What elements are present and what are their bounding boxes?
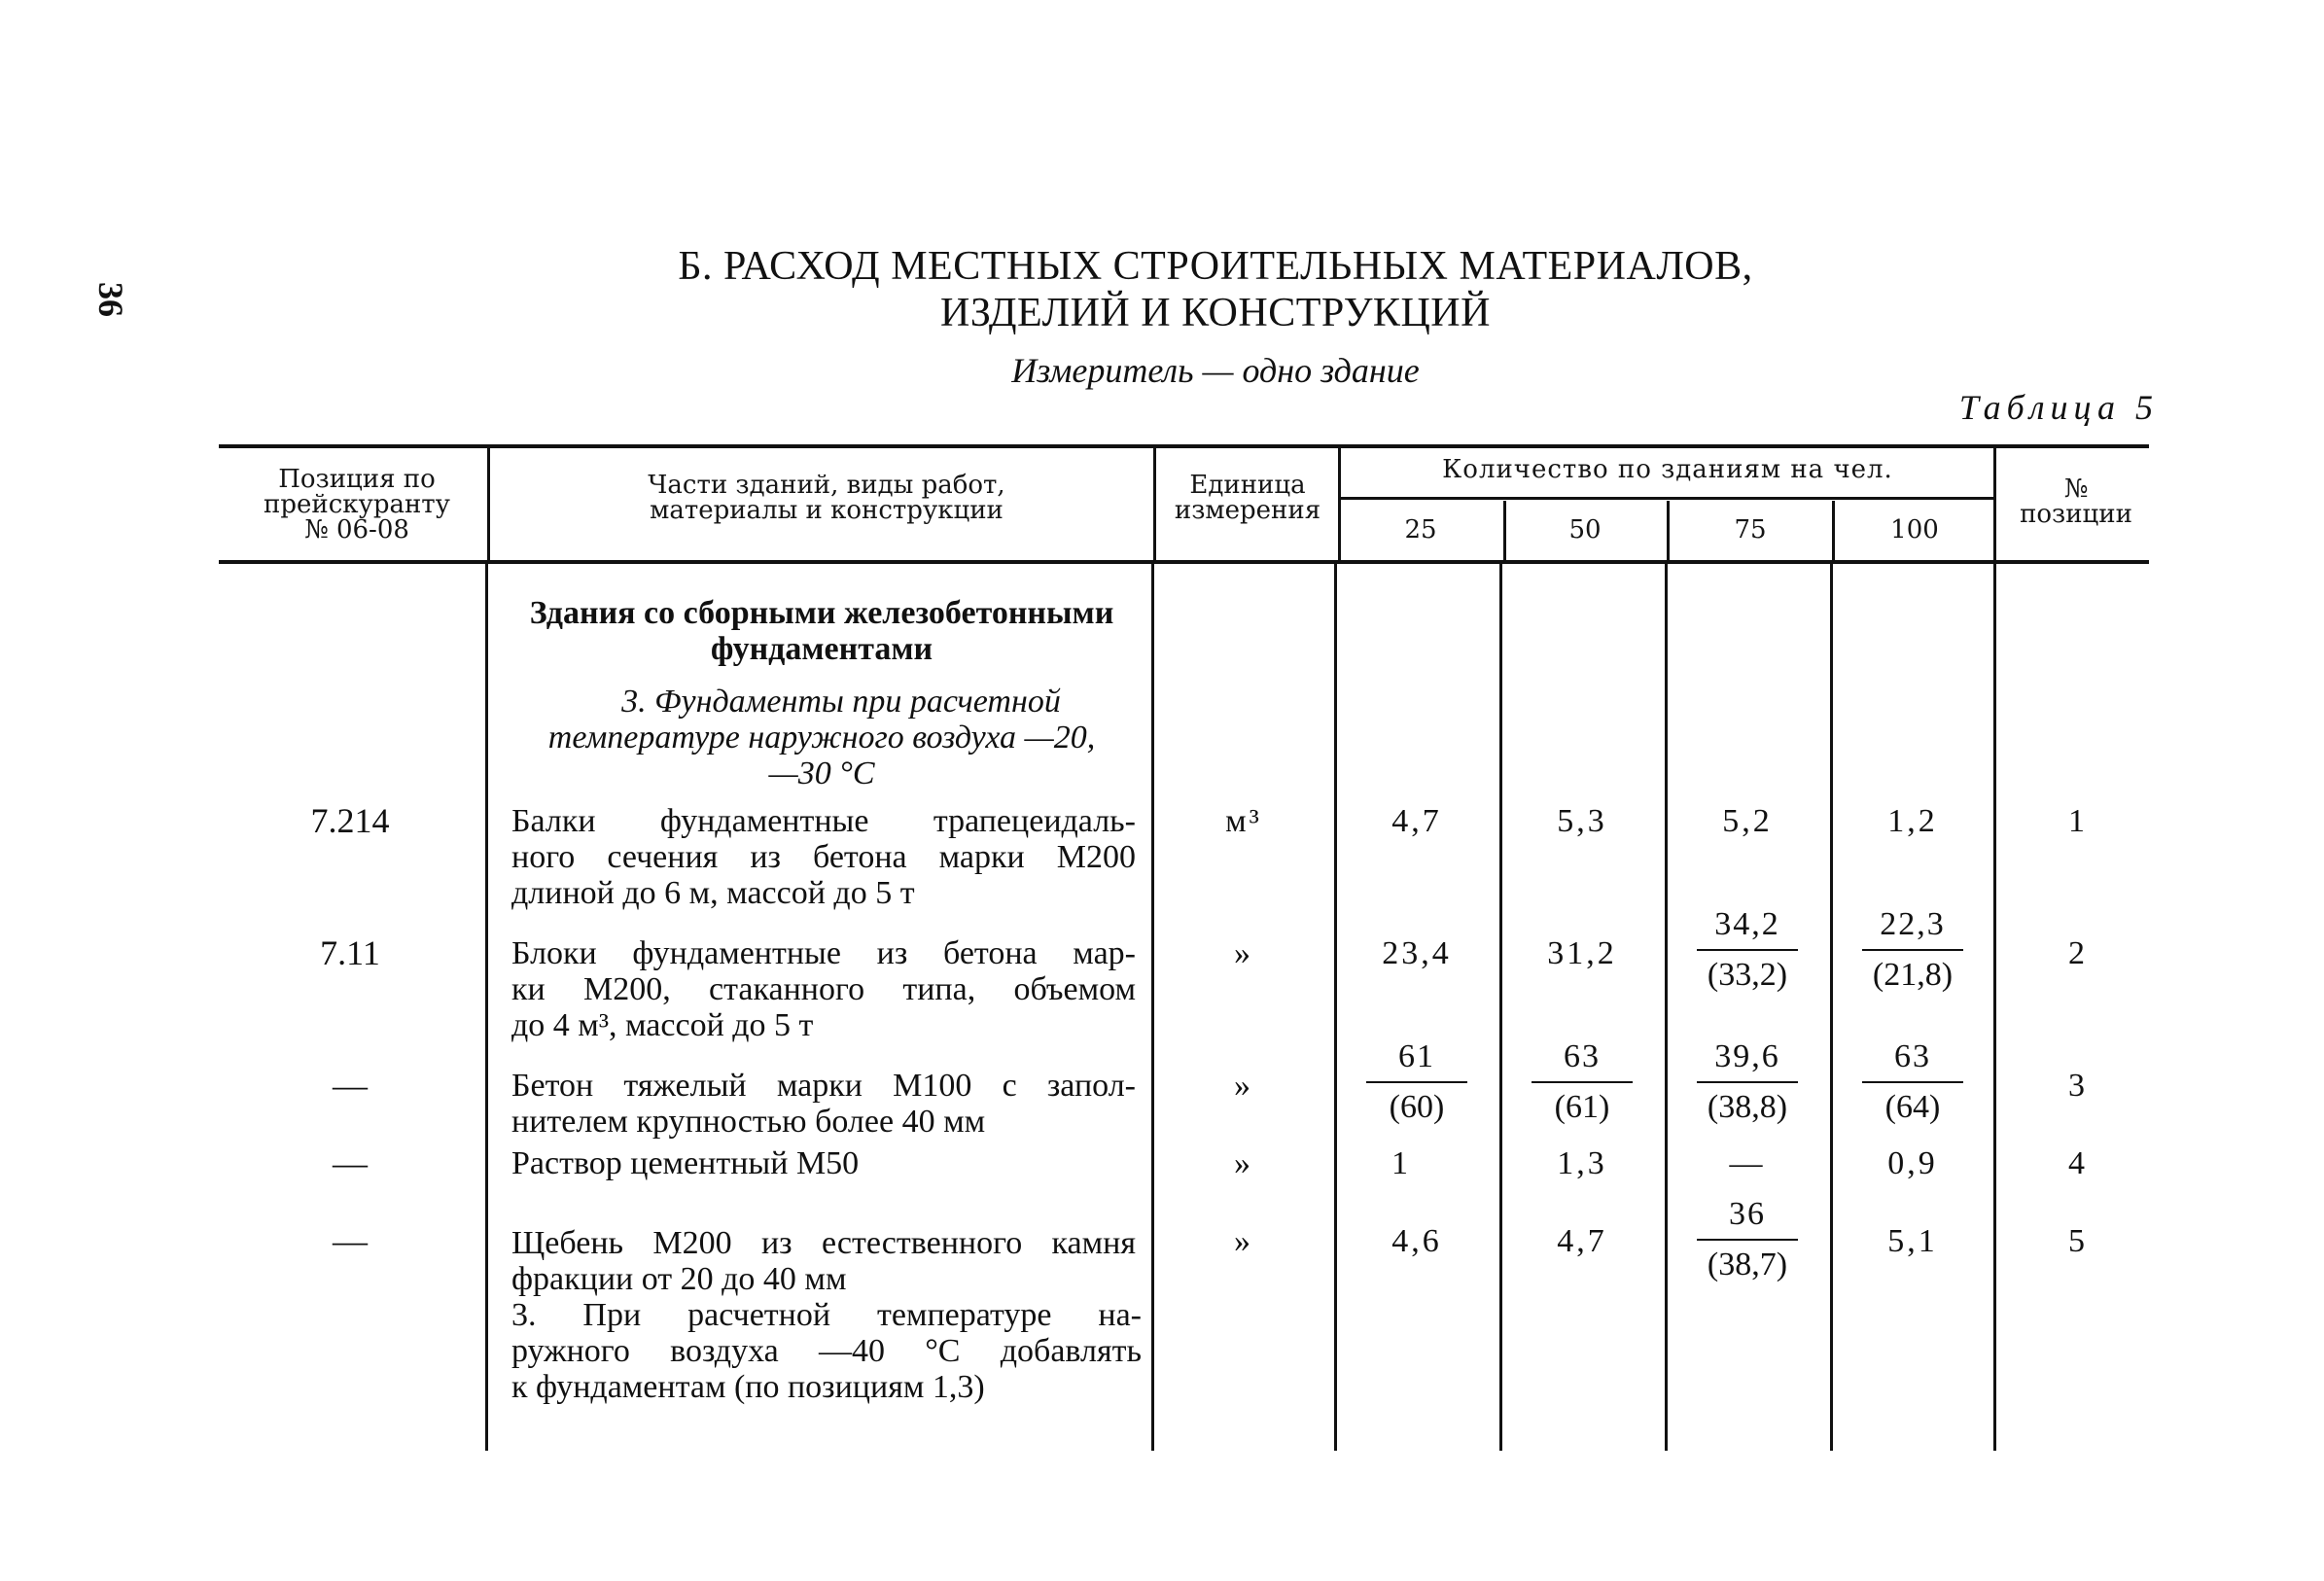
header-qty-100: 100	[1890, 515, 1939, 545]
divider-75-100	[1830, 564, 1833, 1451]
qty-75-value: 39,6	[1714, 1038, 1780, 1074]
desc-line: фракции от 20 до 40 мм	[511, 1261, 847, 1297]
qty-50: 5,3	[1557, 803, 1607, 839]
table-caption: Таблица 5	[1958, 388, 2159, 427]
note-line: 3. При расчетной температуре на-	[511, 1297, 1142, 1333]
subsection-line-3: —30 °С	[768, 755, 875, 791]
qty-50: 4,7	[1557, 1223, 1607, 1259]
section-title: Здания со сборными железобетонными фундаментами	[529, 595, 1114, 667]
note-line: ружного воздуха —40 °С добавлять	[511, 1333, 1142, 1369]
row-unit: »	[1234, 1068, 1253, 1104]
qty-50-alt: (61)	[1554, 1089, 1610, 1125]
qty-75-value: 34,2	[1714, 906, 1780, 942]
divider-pos-parts	[485, 564, 488, 1451]
row-number: 3	[2068, 1068, 2088, 1104]
page-number: 36	[91, 282, 130, 317]
qty-100-fraction	[1840, 906, 1986, 994]
header-qty-75: 75	[1734, 515, 1767, 545]
row-number: 4	[2068, 1145, 2088, 1181]
divider-pos-parts-header	[487, 446, 490, 562]
divider-parts-unit-header	[1153, 446, 1156, 562]
qty-75-alt: (38,7)	[1707, 1247, 1788, 1282]
quantity-header-rule	[1340, 497, 1993, 500]
row-description	[511, 803, 1136, 911]
desc-line: до 4 м³, массой до 5 т	[511, 1007, 814, 1043]
qty-75-fraction	[1674, 1038, 1820, 1126]
header-bottom-rule	[219, 560, 2149, 564]
subsection-line-1: 3. Фундаменты при расчетной	[621, 684, 1061, 720]
row-number: 1	[2068, 803, 2088, 839]
page-title	[583, 243, 1848, 336]
fraction-bar	[1697, 1081, 1798, 1083]
row-unit: м³	[1225, 803, 1262, 839]
qty-50-fraction	[1509, 1038, 1655, 1126]
fraction-bar	[1862, 949, 1963, 951]
qty-25: 1	[1391, 1145, 1411, 1181]
row-position: —	[333, 1143, 368, 1182]
row-unit: »	[1234, 1223, 1253, 1259]
qty-75-alt: (38,8)	[1707, 1089, 1788, 1125]
qty-100-alt: (64)	[1884, 1089, 1941, 1125]
qty-100: 1,2	[1887, 803, 1938, 839]
qty-100: 5,1	[1887, 1223, 1938, 1259]
qty-100: 0,9	[1887, 1145, 1938, 1181]
desc-line: Раствор цементный М50	[511, 1145, 860, 1181]
note-line: к фундаментам (по позициям 1,3)	[511, 1369, 985, 1405]
row-description	[511, 1145, 1136, 1181]
divider-50-75	[1665, 564, 1668, 1451]
desc-line: нителем крупностью более 40 мм	[511, 1104, 986, 1140]
divider-unit-qty	[1334, 564, 1337, 1451]
desc-line: ки М200, стаканного типа, объемом	[511, 971, 1136, 1007]
qty-100-value: 22,3	[1880, 906, 1946, 942]
row-position: 7.11	[320, 933, 380, 972]
qty-75: —	[1729, 1145, 1766, 1181]
qty-75: 5,2	[1722, 803, 1773, 839]
divider-parts-unit	[1151, 564, 1154, 1451]
header-qty-25: 25	[1404, 515, 1437, 545]
qty-50-value: 63	[1564, 1038, 1601, 1074]
row-unit: »	[1234, 1145, 1253, 1181]
divider-25-50	[1499, 564, 1502, 1451]
qty-100-fraction	[1840, 1038, 1986, 1126]
fraction-bar	[1366, 1081, 1467, 1083]
row-position: 7.214	[310, 801, 390, 840]
qty-75-value: 36	[1729, 1196, 1766, 1232]
fraction-bar	[1697, 949, 1798, 951]
title-line-2: ИЗДЕЛИЙ И КОНСТРУКЦИЙ	[940, 291, 1491, 335]
row-description	[511, 1068, 1136, 1140]
qty-25-value: 61	[1398, 1038, 1435, 1074]
fraction-bar	[1532, 1081, 1633, 1083]
table-top-rule	[219, 444, 2149, 448]
qty-50: 31,2	[1547, 935, 1617, 971]
subsection-heading	[501, 684, 1143, 791]
row-description	[511, 935, 1136, 1043]
measure-caption: Измеритель — одно здание	[1011, 351, 1420, 390]
desc-line: ного сечения из бетона марки М200	[511, 839, 1136, 875]
desc-line: Щебень М200 из естественного камня	[511, 1225, 1136, 1261]
qty-25: 4,7	[1391, 803, 1442, 839]
qty-50: 1,3	[1557, 1145, 1607, 1181]
fraction-bar	[1862, 1081, 1963, 1083]
desc-line: длиной до 6 м, массой до 5 т	[511, 875, 915, 911]
divider-qty-num	[1993, 564, 1996, 1451]
qty-25-alt: (60)	[1389, 1089, 1445, 1125]
row-position: —	[333, 1066, 368, 1105]
fraction-bar	[1697, 1239, 1798, 1241]
desc-line: Балки фундаментные трапецеидаль-	[511, 803, 1136, 839]
row-number: 5	[2068, 1223, 2088, 1259]
row-description	[511, 1225, 1136, 1297]
divider-unit-qty-header	[1338, 446, 1341, 562]
qty-100-alt: (21,8)	[1872, 957, 1954, 993]
qty-25: 4,6	[1391, 1223, 1442, 1259]
header-num: № позиции	[2020, 474, 2132, 529]
note	[511, 1297, 1142, 1405]
header-quantity: Количество по зданиям на чел.	[1442, 455, 1893, 484]
qty-75-fraction	[1674, 1196, 1820, 1283]
header-parts: Части зданий, виды работ, материалы и конструкции	[648, 471, 1005, 525]
divider-50-75-header	[1667, 501, 1670, 562]
row-unit: »	[1234, 935, 1253, 971]
desc-line: Бетон тяжелый марки М100 с запол-	[511, 1068, 1136, 1104]
header-unit: Единица измерения	[1174, 471, 1321, 525]
divider-75-100-header	[1832, 501, 1835, 562]
qty-25: 23,4	[1382, 935, 1452, 971]
divider-qty-num-header	[1993, 446, 1996, 562]
row-number: 2	[2068, 935, 2088, 971]
qty-25-fraction	[1344, 1038, 1490, 1126]
header-position: Позиция по прейскуранту № 06-08	[264, 465, 450, 545]
row-position: —	[333, 1221, 368, 1260]
subsection-line-2: температуре наружного воздуха —20,	[547, 720, 1096, 755]
header-qty-50: 50	[1568, 515, 1602, 545]
qty-100-value: 63	[1894, 1038, 1931, 1074]
qty-75-alt: (33,2)	[1707, 957, 1788, 993]
qty-75-fraction	[1674, 906, 1820, 994]
title-line-1: Б. РАСХОД МЕСТНЫХ СТРОИТЕЛЬНЫХ МАТЕРИАЛОВ,	[678, 244, 1753, 289]
desc-line: Блоки фундаментные из бетона мар-	[511, 935, 1136, 971]
